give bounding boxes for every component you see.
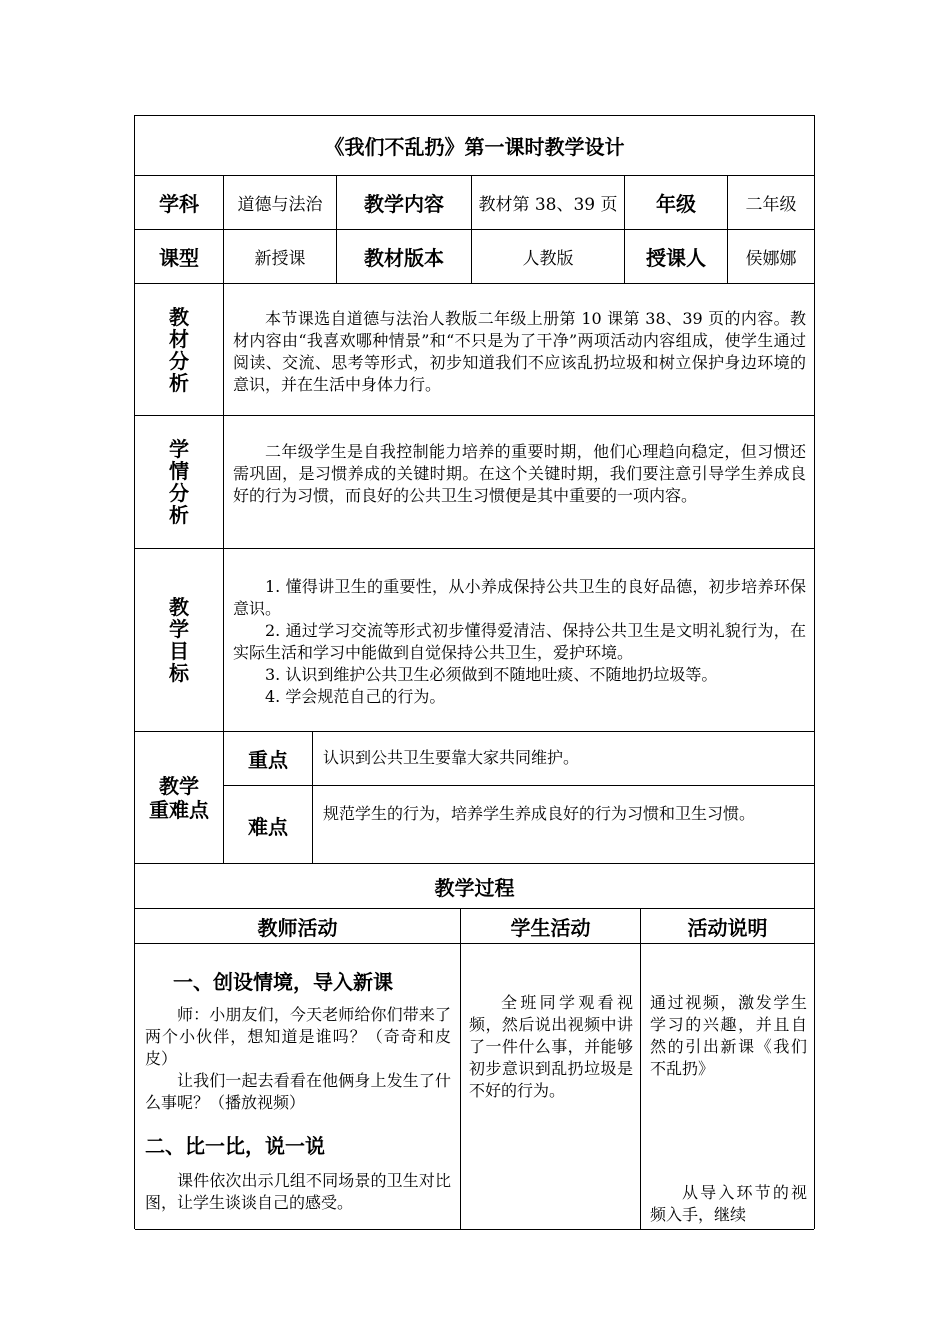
type-value: 新授课 <box>224 230 337 283</box>
section2-paragraph-1: 课件依次出示几组不同场景的卫生对比图，让学生谈谈自己的感受。 <box>145 1171 451 1212</box>
objective-item: 1. 懂得讲卫生的重要性，从小养成保持公共卫生的良好品德，初步培养环保意识。 <box>233 577 806 618</box>
grade-label: 年级 <box>625 176 728 229</box>
key-point-subrow <box>224 732 814 786</box>
content-label: 教学内容 <box>337 176 472 229</box>
process-title-row <box>135 864 814 909</box>
section2-heading: 二、比一比，说一说 <box>145 1134 325 1158</box>
teacher-value: 侯娜娜 <box>745 249 797 269</box>
objectives-row <box>135 549 814 732</box>
info-row-1 <box>135 176 814 230</box>
page-title: 《我们不乱扔》第一课时教学设计 <box>324 135 625 159</box>
col-activity-note: 活动说明 <box>687 915 768 940</box>
key-point-label: 重点 <box>224 732 313 785</box>
section1-paragraph-2: 让我们一起去看看在他俩身上发生了什么事呢？（播放视频） <box>145 1071 451 1112</box>
objectives-list <box>233 576 806 708</box>
section1-heading: 一、创设情境，导入新课 <box>173 970 393 994</box>
objective-item: 2. 通过学习交流等形式初步懂得爱清洁、保持公共卫生是文明礼貌行为，在实际生活和学习中能做到自觉保持公共卫生，爱护环境。 <box>233 621 806 662</box>
objective-item: 4. 学会规范自己的行为。 <box>265 687 446 706</box>
material-analysis-content <box>224 284 814 415</box>
teacher-activity-cell <box>135 944 461 1229</box>
title-row <box>135 116 814 176</box>
grade-value: 二年级 <box>745 195 797 215</box>
type-label: 课型 <box>135 230 224 283</box>
edition-label: 教材版本 <box>337 230 472 283</box>
difficulty-subrow <box>224 786 814 864</box>
student-activity-cell <box>461 944 641 1229</box>
key-points-label <box>149 774 209 822</box>
student-analysis-text: 二年级学生是自我控制能力培养的重要时期，他们心理趋向稳定，但习惯还需巩固，是习惯养成的关键时期。在这个关键时期，我们要注意引导学生养成良好的行为习惯，而良好的公共卫生习惯便是其中重要的一项内容。 <box>233 442 806 505</box>
process-body-row <box>135 944 814 1230</box>
difficulty-label: 难点 <box>224 786 313 864</box>
student-activity-text: 全班同学观看视频，然后说出视频中讲了一件什么事，并能够初步意识到乱扔垃圾是不好的行为。 <box>469 993 633 1100</box>
subject-label: 学科 <box>135 176 224 229</box>
key-points-row <box>135 732 814 864</box>
difficulty-text: 规范学生的行为，培养学生养成良好的行为习惯和卫生习惯。 <box>323 804 756 823</box>
key-points-label-line1: 教学 <box>159 773 199 798</box>
content-value: 教材第 38、39 页 <box>472 176 625 229</box>
section1-paragraph-1: 师：小朋友们，今天老师给你们带来了两个小伙伴，想知道是谁吗？（奇奇和皮皮） <box>145 1005 451 1068</box>
edition-value: 人教版 <box>472 230 625 283</box>
material-analysis-label-cell <box>135 284 224 415</box>
student-analysis-row <box>135 416 814 549</box>
process-title: 教学过程 <box>434 875 515 900</box>
teacher-label: 授课人 <box>625 230 728 283</box>
objective-item: 3. 认识到维护公共卫生必须做到不随地吐痰、不随地扔垃圾等。 <box>265 665 718 684</box>
activity-note-text-2: 从导入环节的视频入手，继续 <box>650 1183 807 1224</box>
objectives-content <box>224 549 814 731</box>
col-teacher-activity: 教师活动 <box>135 909 461 943</box>
process-header-row <box>135 909 814 944</box>
key-points-content <box>224 732 814 863</box>
key-points-label-cell <box>135 732 224 863</box>
lesson-plan-table <box>134 115 815 1229</box>
student-analysis-label: 学情分析 <box>169 437 189 527</box>
material-analysis-text: 本节课选自道德与法治人教版二年级上册第 10 课第 38、39 页的内容。教材内容由“我喜欢哪种情景”和“不只是为了干净”两项活动内容组成，使学生通过阅读、交流、思考等形式，初步知道我们不应该乱扔垃圾和树立保护身边环境的意识，并在生活中身体力行。 <box>233 309 806 394</box>
objectives-label-cell <box>135 549 224 731</box>
student-analysis-label-cell <box>135 416 224 548</box>
key-points-label-line2: 重难点 <box>149 797 209 822</box>
activity-note-cell <box>641 944 814 1229</box>
activity-note-text-1: 通过视频，激发学生学习的兴趣，并且自然的引出新课《我们不乱扔》 <box>650 993 807 1078</box>
info-row-2 <box>135 230 814 284</box>
subject-value: 道德与法治 <box>224 176 337 229</box>
key-point-text: 认识到公共卫生要靠大家共同维护。 <box>323 748 580 767</box>
col-student-activity: 学生活动 <box>461 909 641 943</box>
student-analysis-content <box>224 416 814 548</box>
objectives-label: 教学目标 <box>169 595 189 685</box>
material-analysis-row <box>135 284 814 416</box>
material-analysis-label: 教材分析 <box>169 304 189 395</box>
